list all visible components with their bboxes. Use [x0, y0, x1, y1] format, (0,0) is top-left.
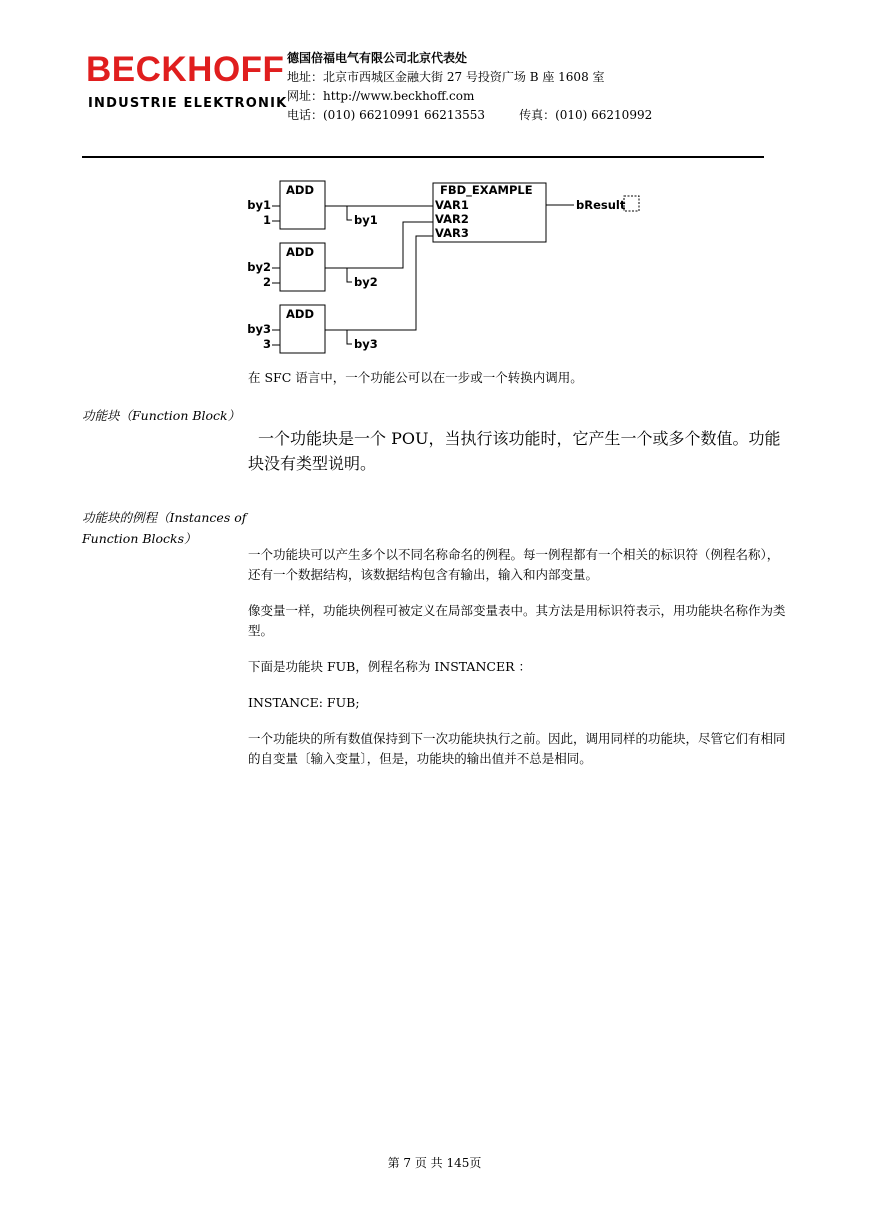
header-divider [82, 156, 764, 158]
instances-paragraph-1: 一个功能块可以产生多个以不同名称命名的例程。每一例程都有一个相关的标识符（例程名称），还有一个数据结构，该数据结构包含有输出，输入和内部变量。 [248, 547, 780, 582]
add-output-by1: by1 [354, 213, 378, 227]
section-title-instances: 功能块的例程（Instances of Function Blocks） [82, 510, 247, 546]
add-output-by3: by3 [354, 337, 378, 351]
instances-paragraph-2: 像变量一样，功能块例程可被定义在局部变量表中。其方法是用标识符表示，用功能块名称作为类型。 [248, 603, 786, 638]
add-input-1: 1 [262, 213, 271, 227]
add-input-by2: by2 [247, 260, 271, 274]
instances-paragraph-4: 一个功能块的所有数值保持到下一次功能块执行之前。因此，调用同样的功能块，尽管它们有相同的自变量〔输入变量〕，但是，功能块的输出值并不总是相同。 [248, 731, 786, 766]
instance-code-example: INSTANCE: FUB; [248, 695, 360, 710]
company-fax: 传真：(010) 66210992 [519, 108, 653, 122]
add-input-by3: by3 [247, 322, 271, 336]
company-phone: 电话：(010) 66210991 66213553 [287, 108, 486, 122]
add-input-2: 2 [262, 275, 271, 289]
add-input-3: 3 [262, 337, 271, 351]
result-box [624, 196, 639, 211]
fbd-output-label: bResult [576, 198, 626, 212]
fbd-input-var3: VAR3 [435, 226, 469, 240]
company-website: 网址：http://www.beckhoff.com [287, 89, 475, 103]
page-number: 第 7 页 共 145页 [387, 1156, 482, 1170]
add-title-1: ADD [286, 183, 314, 197]
add-output-by2: by2 [354, 275, 378, 289]
add-title-2: ADD [286, 245, 314, 259]
diagram-caption: 在 SFC 语言中，一个功能公可以在一步或一个转换内调用。 [248, 370, 583, 385]
wire-var2 [347, 222, 433, 268]
company-address: 地址：北京市西城区金融大街 27 号投资广场 B 座 1608 室 [287, 70, 605, 84]
fbd-diagram [246, 176, 666, 356]
logo-subtitle: INDUSTRIE ELEKTRONIK [88, 96, 288, 111]
add-input-by1: by1 [247, 198, 271, 212]
fbd-input-var2: VAR2 [435, 212, 469, 226]
instances-paragraph-3: 下面是功能块 FUB，例程名称为 INSTANCER ： [248, 659, 531, 674]
add-title-3: ADD [286, 307, 314, 321]
fbd-example-title: FBD_EXAMPLE [440, 183, 533, 197]
company-name: 德国倍福电气有限公司北京代表处 [287, 51, 468, 65]
company-contact [287, 106, 652, 125]
company-info [287, 49, 652, 125]
fbd-input-var1: VAR1 [435, 198, 469, 212]
function-block-description: 一个功能块是一个 POU，当执行该功能时，它产生一个或多个数值。功能块没有类型说明。 [248, 429, 781, 473]
section-title-function-block: 功能块（Function Block） [82, 408, 241, 423]
beckhoff-logo: BECKHOFF [86, 50, 285, 89]
